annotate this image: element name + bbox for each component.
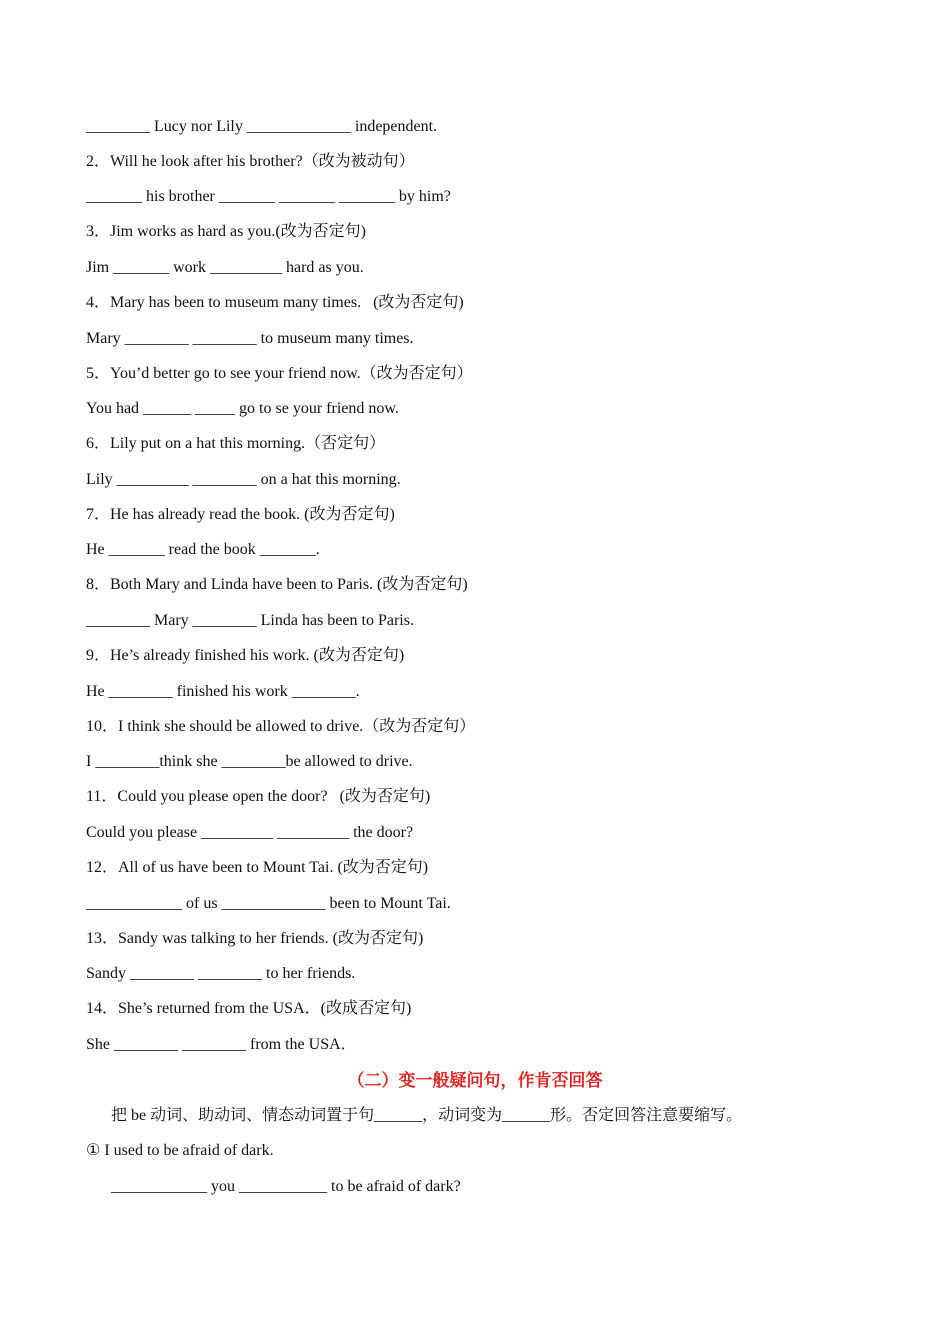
exercise-answer: I ________think she ________be allowed to drive. — [86, 753, 413, 770]
exercise-question: 3．Jim works as hard as you.(改为否定句) — [86, 223, 366, 240]
exercise-answer: You had ______ _____ go to se your friend now. — [86, 400, 399, 417]
exercise-question: 6．Lily put on a hat this morning.（否定句） — [86, 435, 386, 452]
exercise-question: 7．He has already read the book. (改为否定句) — [86, 506, 395, 523]
exercise-answer: Mary ________ ________ to museum many times. — [86, 330, 414, 347]
exercise-question: 11．Could you please open the door? (改为否定句) — [86, 788, 431, 805]
exercise-answer: _______ his brother _______ _______ _______ by him? — [86, 188, 451, 205]
exercise-question: 13．Sandy was talking to her friends. (改为否定句) — [86, 930, 424, 947]
exercise-question: 2．Will he look after his brother?（改为被动句） — [86, 153, 415, 170]
exercise-answer: Sandy ________ ________ to her friends. — [86, 965, 356, 982]
exercise-answer: Jim _______ work _________ hard as you. — [86, 259, 364, 276]
exercise-answer: ____________ of us _____________ been to Mount Tai. — [86, 895, 451, 912]
exercise-question: 12．All of us have been to Mount Tai. (改为否定句) — [86, 859, 429, 876]
grammar-rule: 把 be 动词、助动词、情态动词置于句______，动词变为______形。否定回答注意要缩写。 — [111, 1107, 743, 1124]
exercise-question: 4．Mary has been to museum many times. (改为否定句) — [86, 294, 464, 311]
exercise-answer: Could you please _________ _________ the door? — [86, 824, 414, 841]
example-answer: ____________ you ___________ to be afraid of dark? — [111, 1178, 461, 1195]
section-heading: （二）变一般疑问句，作肯否回答 — [347, 1071, 603, 1091]
exercise-answer: Lily _________ ________ on a hat this morning. — [86, 471, 401, 488]
exercise-answer: She ________ ________ from the USA． — [86, 1036, 357, 1053]
exercise-line: ________ Lucy nor Lily _____________ independent. — [86, 118, 438, 135]
exercise-question: 9．He’s already finished his work. (改为否定句) — [86, 647, 405, 664]
exercise-question: 14．She’s returned from the USA．(改成否定句) — [86, 1000, 412, 1017]
exercise-question: 8．Both Mary and Linda have been to Paris. (改为否定句) — [86, 576, 468, 593]
exercise-answer: He _______ read the book _______. — [86, 541, 320, 558]
exercise-answer: ________ Mary ________ Linda has been to Paris. — [86, 612, 414, 629]
exercise-question: 5．You’d better go to see your friend now.（改为否定句） — [86, 365, 473, 382]
exercise-answer: He ________ finished his work ________. — [86, 683, 360, 700]
exercise-question: 10．I think she should be allowed to drive.（改为否定句） — [86, 718, 476, 735]
example-sentence: ① I used to be afraid of dark. — [86, 1142, 274, 1159]
